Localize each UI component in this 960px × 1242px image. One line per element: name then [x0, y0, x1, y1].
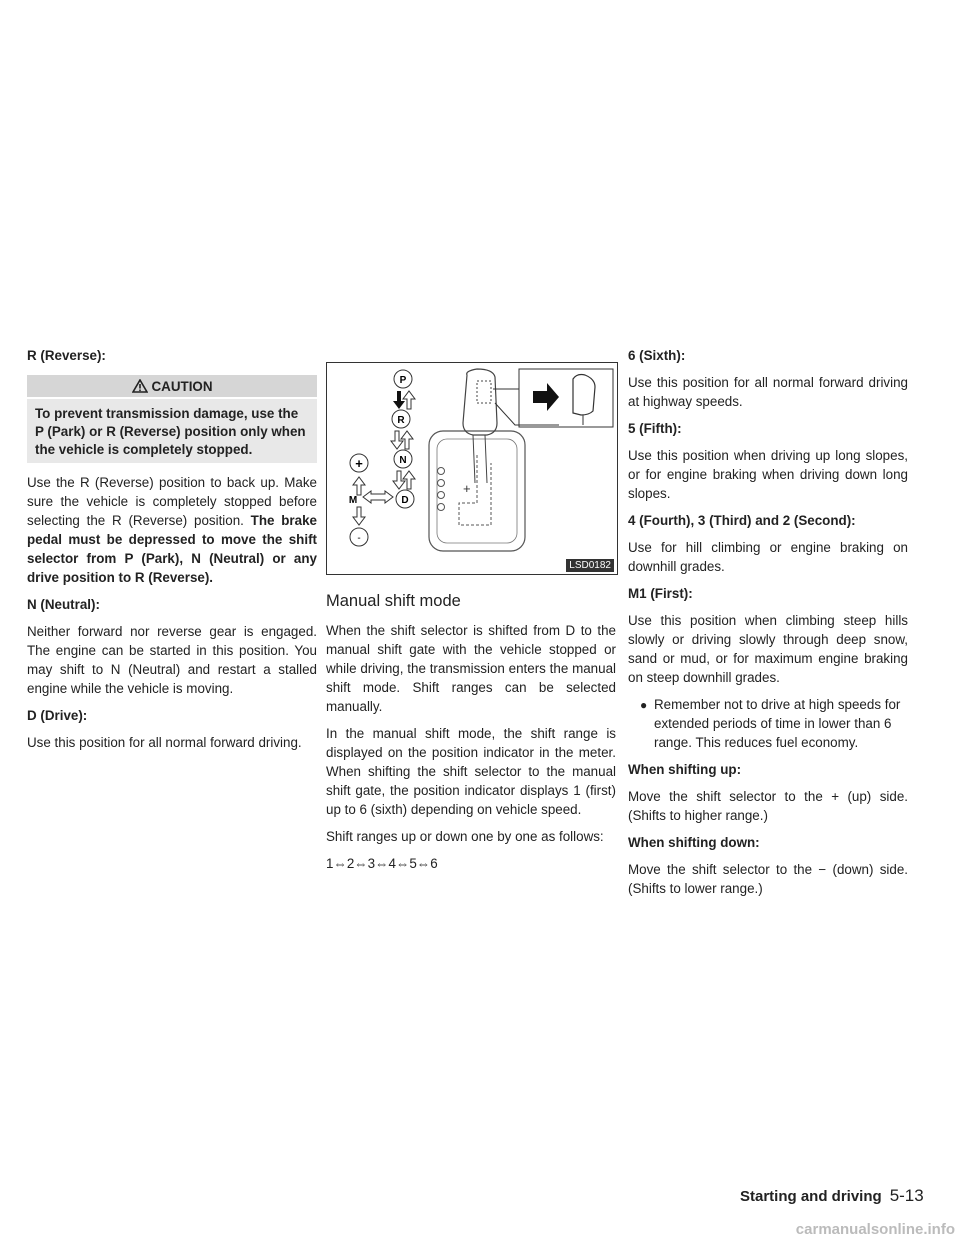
bullet-icon: ● [640, 698, 648, 712]
manual-paragraph-2: In the manual shift mode, the shift range is displayed on the position indicator in the meter. When shifting the shift selector to the manual shift gate, the position indicator displays 1 (first) up to 6 (sixth) depending on vehicle speed. [326, 726, 616, 817]
footer-section: Starting and driving [740, 1188, 882, 1205]
page-number: 5-13 [889, 1186, 924, 1205]
list-item [640, 695, 908, 752]
shift-down-text: Move the shift selector to the − (down) side. (Shifts to lower range.) [628, 862, 908, 896]
warning-icon [132, 379, 148, 393]
reverse-text: Use the R (Reverse) position to back up. Make sure the vehicle is completely stopped before selecting the R (Reverse) position. [27, 475, 317, 528]
gear-d-label: D [401, 495, 409, 506]
heading-sixth: 6 (Sixth): [628, 348, 686, 363]
first-text: Use this position when climbing steep hills slowly or driving slowly through deep snow, sand or mud, or for maximum engine braking on steep downhill grades. [628, 613, 908, 685]
left-column [27, 346, 317, 760]
figure-label: LSD0182 [566, 559, 614, 572]
reverse-bold-text: The brake pedal must be depressed to move the shift selector from P (Park), N (Neutral) or any drive position to R (Reverse). [27, 513, 317, 585]
manual-minus-label: - [357, 533, 361, 544]
manual-paragraph-3: Shift ranges up or down one by one as follows: [326, 829, 604, 844]
heading-shift-down: When shifting down: [628, 835, 760, 850]
gear-p-label: P [399, 375, 407, 386]
right-column [628, 346, 908, 906]
middle-column [326, 582, 616, 881]
heading-reverse: R (Reverse): [27, 348, 106, 363]
gear-r-label: R [397, 415, 405, 426]
fifth-text: Use this position when driving up long slopes, or for engine braking when driving down long slopes. [628, 448, 908, 501]
bullet-text: Remember not to drive at high speeds for extended periods of time in lower than 6 range. This reduces fuel economy. [654, 697, 901, 750]
shift-selector-figure [326, 362, 618, 575]
watermark-text: carmanualsonline.info [795, 1221, 955, 1238]
caution-text: To prevent transmission damage, use the P (Park) or R (Reverse) position only when the vehicle is completely stopped. [27, 399, 317, 463]
heading-drive: D (Drive): [27, 708, 88, 723]
neutral-text: Neither forward nor reverse gear is engaged. The engine can be started in this position. You may shift to N (Neutral) and restart a stalled engine while the vehicle is moving. [27, 624, 317, 696]
caution-header [27, 375, 317, 397]
heading-shift-up: When shifting up: [628, 762, 742, 777]
heading-first: M1 (First): [628, 586, 693, 601]
page-footer [740, 1186, 924, 1206]
fourth-third-second-text: Use for hill climbing or engine braking on downhill grades. [628, 540, 908, 574]
reverse-paragraph [27, 473, 317, 587]
heading-fifth: 5 (Fifth): [628, 421, 682, 436]
section-title: Manual shift mode [326, 592, 461, 610]
manual-plus-label: + [355, 456, 363, 471]
sixth-text: Use this position for all normal forward driving at highway speeds. [628, 375, 908, 409]
shift-sequence: 1⇔2⇔3⇔4⇔5⇔6 [326, 856, 438, 871]
caution-box [27, 375, 317, 463]
caution-title: CAUTION [151, 378, 213, 394]
manual-m-label: M [348, 495, 358, 506]
manual-paragraph-1: When the shift selector is shifted from D to the manual shift gate with the vehicle stopped or while driving, the transmission enters the manual shift mode. Shift ranges can be selected manually. [326, 623, 616, 714]
heading-fourth-third-second: 4 (Fourth), 3 (Third) and 2 (Second): [628, 513, 856, 528]
drive-text: Use this position for all normal forward driving. [27, 735, 302, 750]
gear-n-label: N [399, 455, 407, 466]
shift-up-text: Move the shift selector to the + (up) side. (Shifts to higher range.) [628, 789, 908, 823]
shift-diagram [327, 363, 617, 574]
heading-neutral: N (Neutral): [27, 597, 100, 612]
gate-plus-label: + [463, 481, 471, 496]
